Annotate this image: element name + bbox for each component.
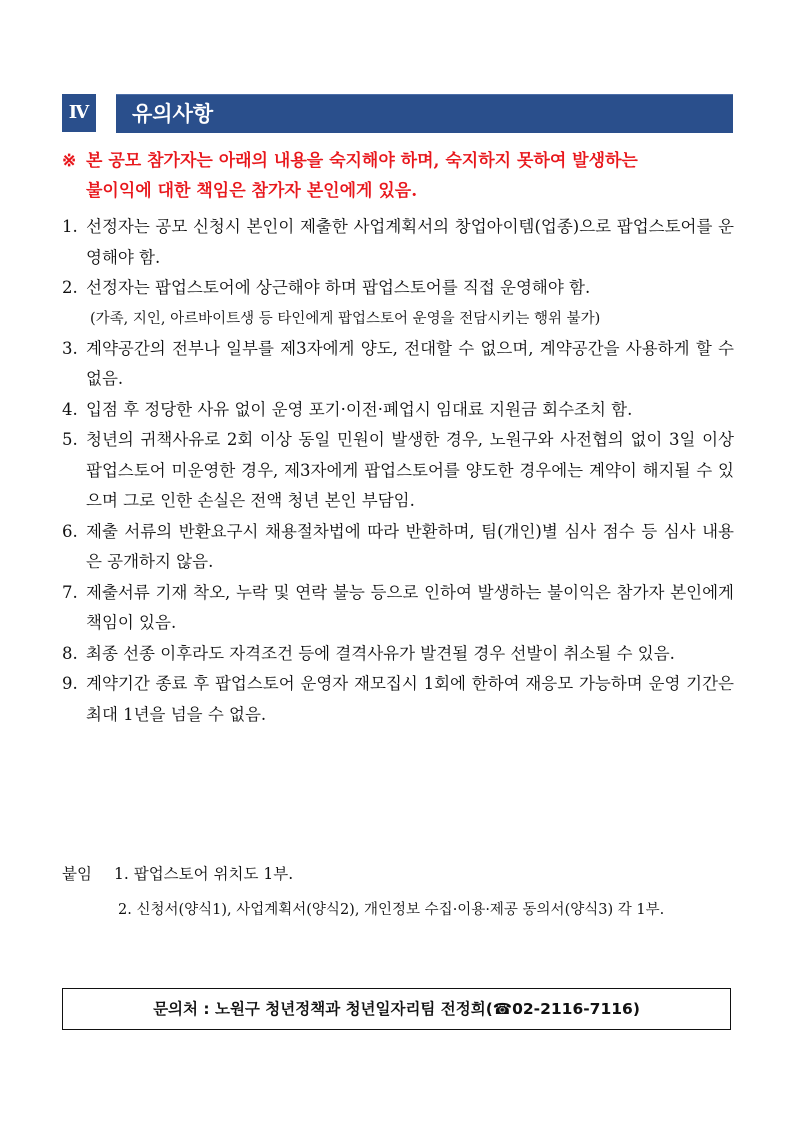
list-item xyxy=(62,639,734,670)
item-number: 8. xyxy=(62,643,78,663)
attachment-item-2: 2. 신청서(양식1), 사업계획서(양식2), 개인정보 수집·이용·제공 동의서(양식3) 각 1부. xyxy=(118,902,665,918)
notice-line-1 xyxy=(62,146,734,176)
item-text: 제출 서류의 반환요구시 채용절차법에 따라 반환하며, 팀(개인)별 심사 점수 등 심사 내용은 공개하지 않음. xyxy=(86,521,734,571)
caution-list xyxy=(62,212,734,730)
item-number: 5. xyxy=(62,430,78,449)
item-text: 선정자는 팝업스토어에 상근해야 하며 팝업스토어를 직접 운영해야 함. xyxy=(86,278,591,297)
section-title: 유의사항 xyxy=(132,102,214,126)
item-text: 입점 후 정당한 사유 없이 운영 포기·이전·폐업시 임대료 지원금 회수조치 함. xyxy=(86,399,633,419)
contact-box: 문의처 : 노원구 청년정책과 청년일자리팀 전정희(☎02-2116-7116) xyxy=(62,988,731,1030)
item-text: 계약기간 종료 후 팝업스토어 운영자 재모집시 1회에 한하여 재응모 가능하며 운영 기간은 최대 1년을 넘을 수 없음. xyxy=(86,674,734,724)
notice-line-2: 불이익에 대한 책임은 참가자 본인에게 있음. xyxy=(86,181,418,201)
section-number: Ⅳ xyxy=(62,94,96,132)
list-item xyxy=(62,517,734,578)
attachment-item-1: 1. 팝업스토어 위치도 1부. xyxy=(114,865,294,883)
notice-mark: ※ xyxy=(62,151,77,171)
item-text: 최종 선종 이후라도 자격조건 등에 결격사유가 발견될 경우 선발이 취소될 수 있음. xyxy=(86,643,675,663)
item-text: 계약공간의 전부나 일부를 제3자에게 양도, 전대할 수 없으며, 계약공간을 사용하게 할 수 없음. xyxy=(86,338,734,388)
item-number: 2. xyxy=(62,278,78,297)
notice xyxy=(62,146,734,206)
item-text: 제출서류 기재 착오, 누락 및 연락 불능 등으로 인하여 발생하는 불이익은 참가자 본인에게 책임이 있음. xyxy=(86,582,734,632)
item-number: 6. xyxy=(62,521,78,541)
list-item xyxy=(62,669,734,730)
section-header xyxy=(62,94,733,132)
section-title-bar xyxy=(116,94,733,133)
list-item xyxy=(62,425,734,517)
item-subnote: (가족, 지인, 아르바이트생 등 타인에게 팝업스토어 운영을 전담시키는 행위 불가) xyxy=(90,310,601,327)
list-item xyxy=(62,273,734,334)
list-item xyxy=(62,334,734,395)
item-text: 선정자는 공모 신청시 본인이 제출한 사업계획서의 창업아이템(업종)으로 팝업스토어를 운영해야 함. xyxy=(86,217,734,267)
item-text: 청년의 귀책사유로 2회 이상 동일 민원이 발생한 경우, 노원구와 사전협의 없이 3일 이상 팝업스토어 미운영한 경우, 제3자에게 팝업스토어를 양도한 경우에는 계약이 해지될 수 있으며 그로 인한 손실은 전액 청년 본인 부담임. xyxy=(86,430,734,510)
attachment-row-1 xyxy=(62,856,734,892)
item-number: 1. xyxy=(62,217,78,236)
notice-text-1: 본 공모 참가자는 아래의 내용을 숙지해야 하며, 숙지하지 못하여 발생하는 xyxy=(86,151,638,171)
list-item xyxy=(62,212,734,273)
item-number: 4. xyxy=(62,399,78,419)
list-item xyxy=(62,578,734,639)
list-item xyxy=(62,395,734,426)
item-number: 9. xyxy=(62,674,78,693)
item-number: 7. xyxy=(62,582,78,602)
attachments-label: 붙임 xyxy=(62,865,92,883)
attachments xyxy=(62,856,734,928)
item-number: 3. xyxy=(62,338,78,358)
